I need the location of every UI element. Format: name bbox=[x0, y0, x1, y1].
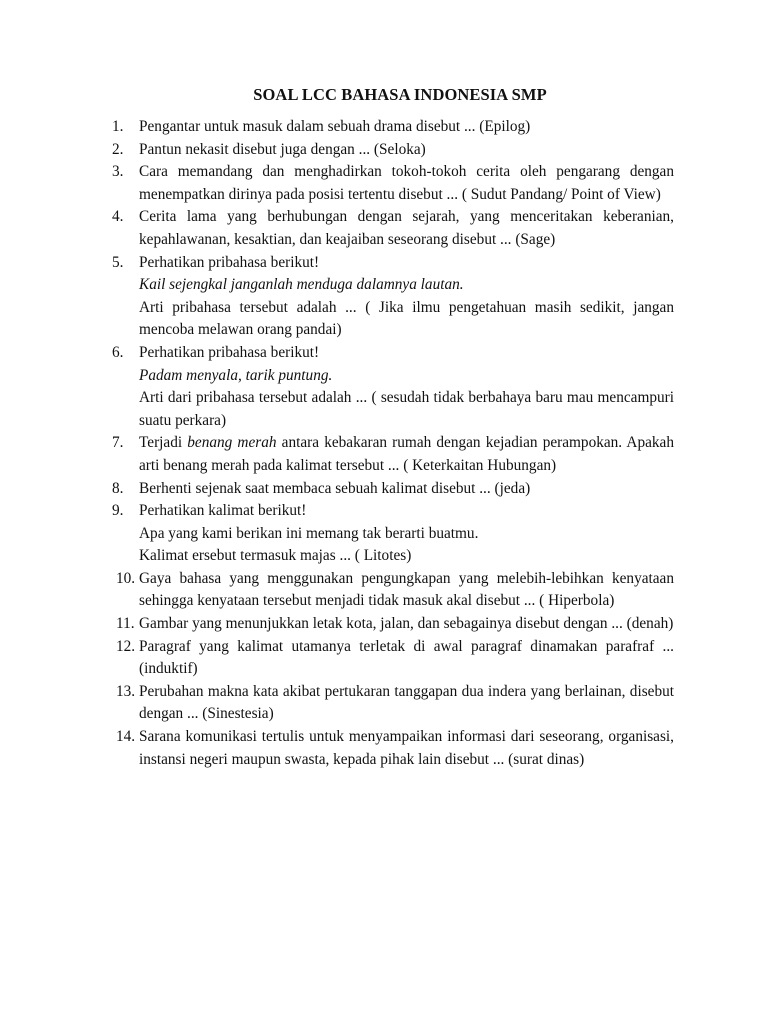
proverb-text: Padam menyala, tarik puntung. bbox=[139, 366, 333, 384]
question-number: 8. bbox=[112, 479, 124, 497]
question-text: Gambar yang menunjukkan letak kota, jalan, dan sebagainya disebut dengan ... (denah) bbox=[139, 615, 674, 633]
question-2 bbox=[112, 139, 674, 162]
proverb-text: Kail sejengkal janganlah menduga dalamnya lautan. bbox=[139, 276, 464, 294]
question-prompt: Perhatikan kalimat berikut! bbox=[139, 502, 307, 520]
question-11 bbox=[112, 613, 674, 636]
question-number: 14. bbox=[116, 728, 136, 746]
question-text bbox=[139, 432, 674, 477]
question-number: 9. bbox=[112, 502, 124, 520]
question-number: 6. bbox=[112, 343, 124, 361]
question-14 bbox=[112, 726, 674, 771]
question-5 bbox=[112, 252, 674, 342]
question-8 bbox=[112, 478, 674, 501]
question-text: Paragraf yang kalimat utamanya terletak di awal paragraf dinamakan parafraf ... (induktif) bbox=[139, 637, 674, 678]
question-text: Cara memandang dan menghadirkan tokoh-tokoh cerita oleh pengarang dengan menempatkan dirinya pada posisi tertentu disebut ... ( Sudut Pandang/ Point of View) bbox=[139, 163, 674, 203]
question-number: 4. bbox=[112, 208, 124, 226]
question-text: Pengantar untuk masuk dalam sebuah drama disebut ... (Epilog) bbox=[139, 118, 531, 135]
question-list bbox=[112, 116, 674, 771]
question-6 bbox=[112, 342, 674, 432]
question-text-end: antara kebakaran rumah dengan kejadian perampokan. Apakah arti benang merah pada kalimat tersebut ... ( Keterkaitan Hubungan) bbox=[139, 434, 674, 474]
question-text: Arti pribahasa tersebut adalah ... ( Jika ilmu pengetahuan masih sedikit, jangan mencoba melawan orang pandai) bbox=[139, 298, 674, 339]
question-number: 3. bbox=[112, 163, 124, 181]
question-13 bbox=[112, 681, 674, 726]
question-prompt: Perhatikan pribahasa berikut! bbox=[139, 253, 320, 271]
emphasized-phrase: benang merah bbox=[187, 434, 277, 452]
question-text: Gaya bahasa yang menggunakan pengungkapan yang melebih-lebihkan kenyataan sehingga kenyataan tersebut menjadi tidak masuk akal disebut ... ( Hiperbola) bbox=[139, 569, 674, 610]
question-number: 12. bbox=[116, 637, 136, 655]
question-text: Sarana komunikasi tertulis untuk menyampaikan informasi dari seseorang, organisasi, instansi negeri maupun swasta, kepada pihak lain disebut ... (surat dinas) bbox=[139, 728, 674, 768]
question-text: Cerita lama yang berhubungan dengan sejarah, yang menceritakan keberanian, kepahlawanan, kesaktian, dan keajaiban seseorang disebut ... (Sage) bbox=[139, 208, 674, 248]
question-9 bbox=[112, 500, 674, 568]
question-1 bbox=[112, 116, 674, 139]
question-4 bbox=[112, 206, 674, 251]
example-sentence: Apa yang kami berikan ini memang tak berarti buatmu. bbox=[139, 524, 479, 542]
question-text: Perubahan makna kata akibat pertukaran tanggapan dua indera yang berlainan, disebut dengan ... (Sinestesia) bbox=[139, 682, 674, 723]
question-12 bbox=[112, 636, 674, 681]
question-number: 11. bbox=[116, 615, 135, 633]
question-7 bbox=[112, 432, 674, 477]
question-prompt: Perhatikan pribahasa berikut! bbox=[139, 343, 320, 361]
question-text: Kalimat ersebut termasuk majas ... ( Litotes) bbox=[139, 547, 412, 565]
question-number: 1. bbox=[112, 118, 124, 135]
question-number: 2. bbox=[112, 140, 124, 158]
question-3 bbox=[112, 161, 674, 206]
page-title: SOAL LCC BAHASA INDONESIA SMP bbox=[253, 85, 547, 104]
question-number: 13. bbox=[116, 682, 136, 700]
question-number: 10. bbox=[116, 569, 136, 587]
question-10 bbox=[112, 568, 674, 613]
question-number: 5. bbox=[112, 253, 124, 271]
question-text: Pantun nekasit disebut juga dengan ... (Seloka) bbox=[139, 140, 426, 158]
question-text-start: Terjadi bbox=[139, 434, 188, 452]
question-number: 7. bbox=[112, 434, 124, 452]
question-text: Berhenti sejenak saat membaca sebuah kalimat disebut ... (jeda) bbox=[139, 479, 531, 497]
question-text: Arti dari pribahasa tersebut adalah ... ( sesudah tidak berbahaya baru mau mencampuri suatu perkara) bbox=[139, 389, 674, 429]
